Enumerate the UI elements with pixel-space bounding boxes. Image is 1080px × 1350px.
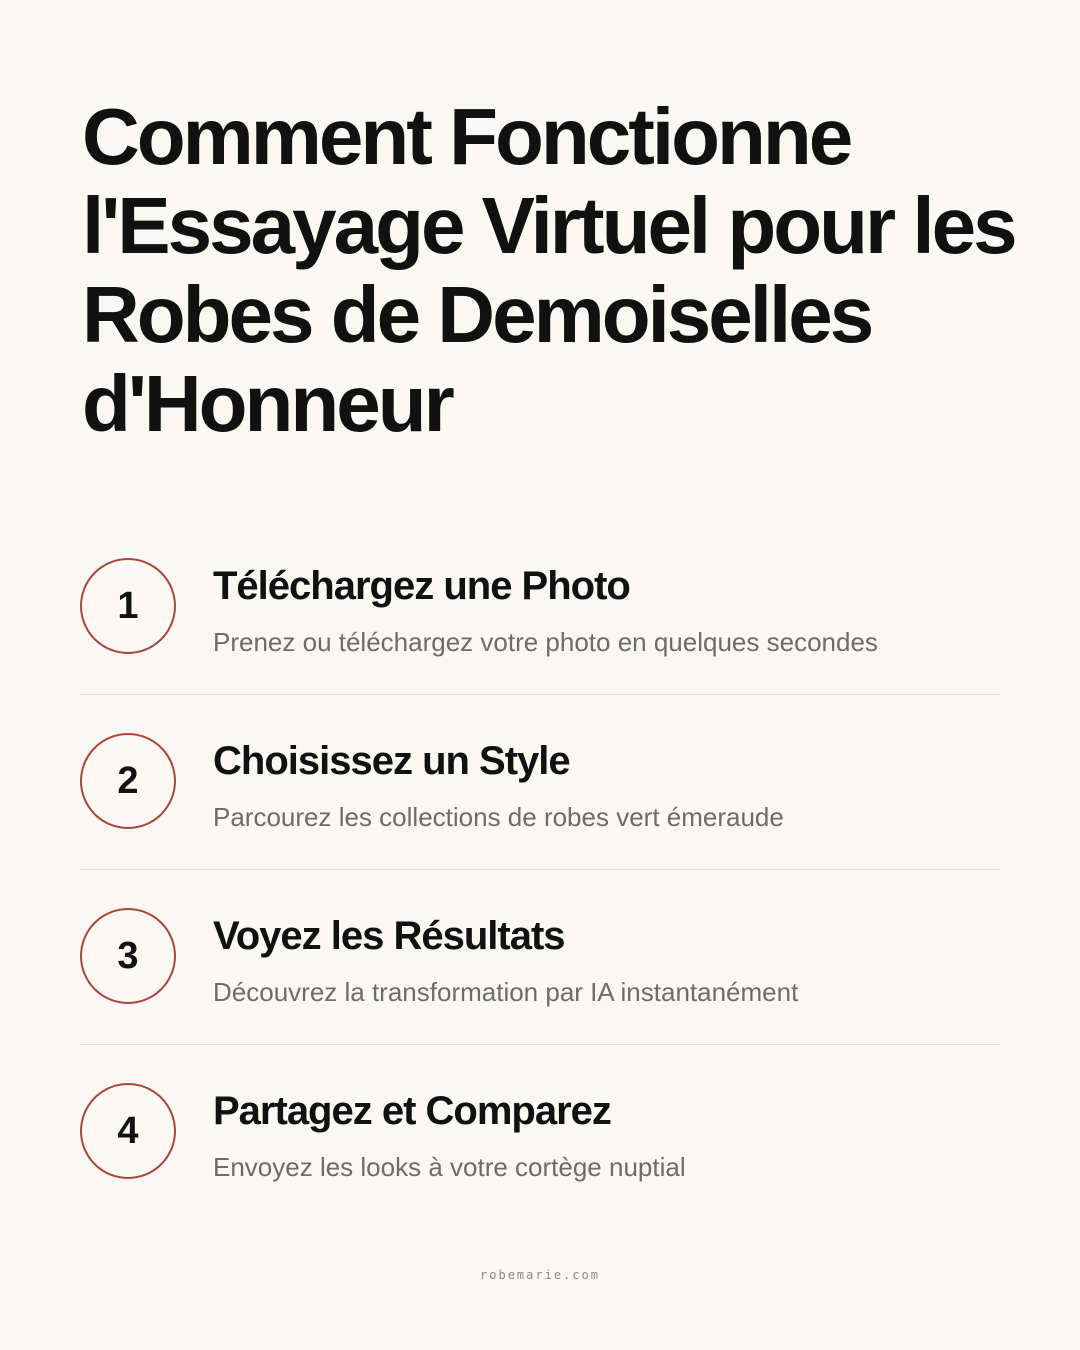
step-number-badge: 4	[80, 1083, 176, 1179]
step-description: Découvrez la transformation par IA instantanément	[213, 977, 799, 1007]
step-description: Prenez ou téléchargez votre photo en quelques secondes	[213, 627, 878, 657]
step-description: Parcourez les collections de robes vert émeraude	[213, 802, 784, 832]
step-title: Voyez les Résultats	[213, 914, 565, 958]
step-item	[80, 870, 1000, 1045]
step-number-badge: 1	[80, 558, 176, 654]
step-title: Choisissez un Style	[213, 739, 570, 783]
step-description: Envoyez les looks à votre cortège nuptial	[213, 1152, 686, 1182]
step-item	[80, 520, 1000, 695]
steps-list	[80, 520, 1000, 1220]
step-item	[80, 1045, 1000, 1220]
footer-site-url: robemarie.com	[480, 1268, 600, 1282]
step-item	[80, 695, 1000, 870]
step-title: Partagez et Comparez	[213, 1089, 611, 1133]
step-number-badge: 3	[80, 908, 176, 1004]
step-number-badge: 2	[80, 733, 176, 829]
page-title: Comment Fonctionne l'Essayage Virtuel pour les Robes de Demoiselles d'Honneur	[82, 92, 1015, 448]
step-title: Téléchargez une Photo	[213, 564, 630, 608]
